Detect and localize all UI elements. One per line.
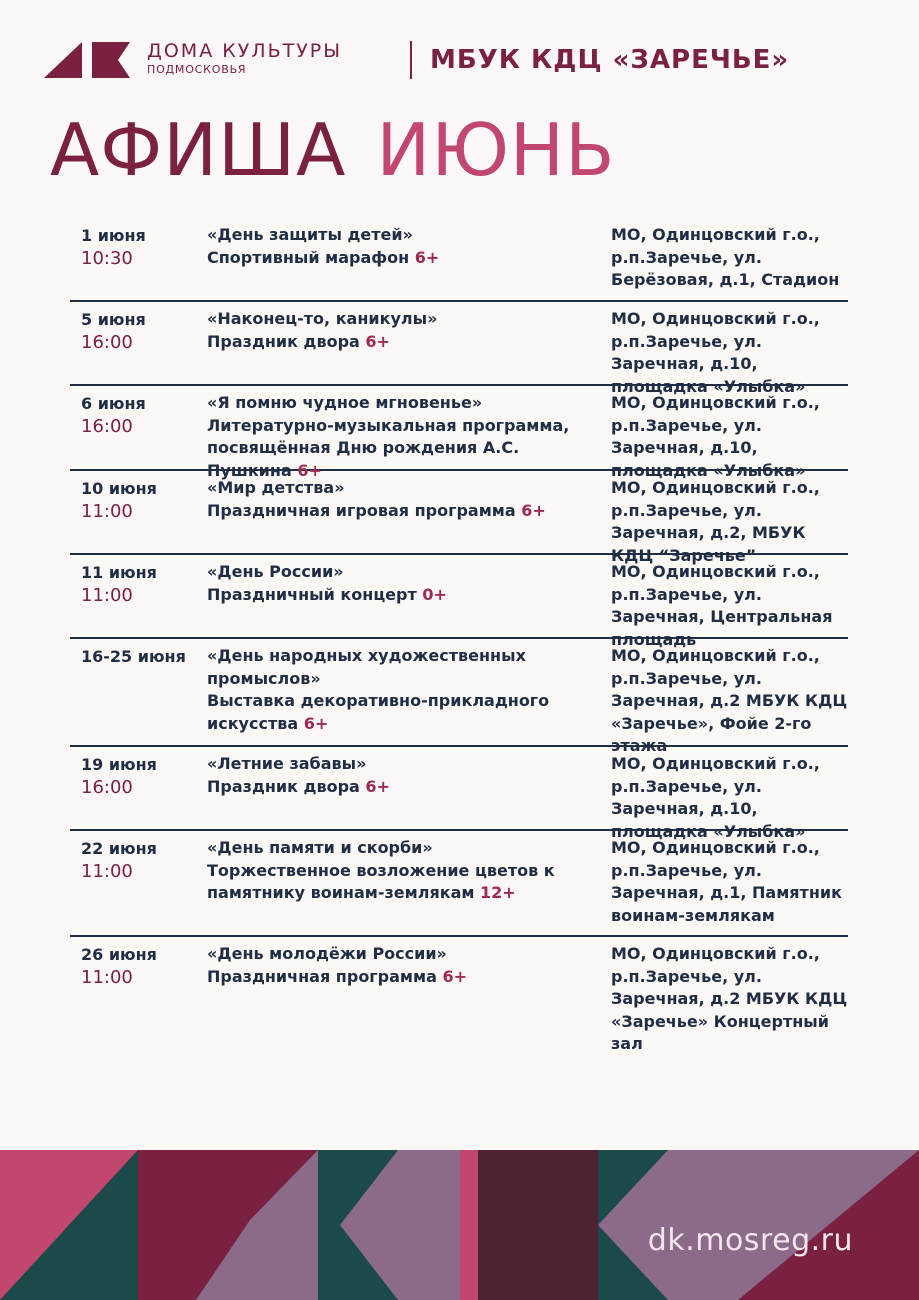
event-title: «Я помню чудное мгновенье»	[207, 393, 483, 412]
event-subtitle-text: Праздничная игровая программа	[207, 500, 516, 520]
age-rating: 6+	[365, 331, 390, 351]
event-subtitle-text: Торжественное возложение цветов к памятнику воинам-землякам	[207, 860, 555, 902]
event-row	[70, 937, 848, 1053]
event-date: 10 июня	[81, 479, 157, 498]
footer-banner	[0, 1150, 919, 1300]
event-description	[207, 224, 602, 269]
event-description	[207, 392, 602, 482]
event-subtitle	[207, 776, 602, 799]
event-subtitle-text: Литературно-музыкальная программа, посвящённая Дню рождения А.С. Пушкина	[207, 415, 570, 480]
event-place: МО, Одинцовский г.о., р.п.Заречье, ул. Заречная, Центральная площадь	[611, 562, 833, 649]
event-date-block	[81, 561, 201, 608]
website-link[interactable]: dk.mosreg.ru	[647, 1223, 853, 1258]
event-row	[70, 639, 848, 755]
event-date: 26 июня	[81, 945, 157, 964]
event-title: «День народных художественных промыслов»	[207, 646, 526, 688]
event-title: «Мир детства»	[207, 478, 345, 497]
event-subtitle	[207, 500, 602, 523]
event-date-block	[81, 477, 201, 524]
event-subtitle-text: Выставка декоративно-прикладного искусства	[207, 691, 550, 733]
event-subtitle	[207, 331, 602, 354]
age-rating: 6+	[297, 460, 322, 480]
event-row	[70, 471, 848, 565]
event-date: 6 июня	[81, 394, 146, 413]
event-row	[70, 386, 848, 480]
event-date-block	[81, 224, 201, 271]
event-subtitle	[207, 966, 602, 989]
event-place: МО, Одинцовский г.о., р.п.Заречье, ул. Заречная, д.10, площадка «Улыбка»	[611, 754, 820, 841]
event-date-block	[81, 837, 201, 884]
event-title: «День России»	[207, 562, 344, 581]
event-row	[70, 555, 848, 649]
event-date-block	[81, 392, 201, 439]
event-time: 16:00	[81, 777, 133, 798]
event-date-block	[81, 753, 201, 800]
event-subtitle-text: Праздничная программа	[207, 966, 437, 986]
event-place: МО, Одинцовский г.о., р.п.Заречье, ул. Заречная, д.2 МБУК КДЦ «Заречье» Концертный зал	[611, 944, 848, 1053]
event-date: 22 июня	[81, 839, 157, 858]
age-rating: 6+	[521, 500, 546, 520]
event-title: «День молодёжи России»	[207, 944, 447, 963]
event-subtitle-text: Праздничный концерт	[207, 584, 417, 604]
header-divider	[410, 41, 412, 79]
event-date-block	[81, 645, 201, 668]
event-date: 16-25 июня	[81, 647, 186, 666]
event-subtitle	[207, 860, 602, 905]
event-place: МО, Одинцовский г.о., р.п.Заречье, ул. Заречная, д.10, площадка «Улыбка»	[611, 393, 820, 480]
event-place: МО, Одинцовский г.о., р.п.Заречье, ул. Заречная, д.10, площадка «Улыбка»	[611, 309, 820, 396]
event-row	[70, 747, 848, 841]
age-rating: 6+	[303, 713, 329, 733]
header	[44, 38, 904, 84]
event-title: «День памяти и скорби»	[207, 838, 433, 857]
event-date: 11 июня	[81, 563, 157, 582]
event-subtitle-text: Праздник двора	[207, 776, 360, 796]
event-subtitle-text: Спортивный марафон	[207, 247, 410, 267]
event-description	[207, 561, 602, 606]
event-time: 10:30	[81, 248, 133, 269]
age-rating: 0+	[422, 584, 447, 604]
events-list	[70, 218, 848, 1053]
event-date: 5 июня	[81, 310, 146, 329]
age-rating: 6+	[365, 776, 390, 796]
page-title	[50, 108, 615, 192]
event-description	[207, 308, 602, 353]
event-date: 1 июня	[81, 226, 146, 245]
event-time: 11:00	[81, 967, 133, 988]
event-date-block	[81, 943, 201, 990]
event-place: МО, Одинцовский г.о., р.п.Заречье, ул. Заречная, д.2 МБУК КДЦ «Заречье», Фойе 2-го этажа	[611, 646, 848, 755]
event-time: 16:00	[81, 416, 133, 437]
event-description	[207, 477, 602, 522]
brand-subtitle: ПОДМОСКОВЬЯ	[147, 63, 247, 76]
logo-mark-icon	[44, 40, 132, 80]
event-date: 19 июня	[81, 755, 157, 774]
event-title: «Наконец-то, каникулы»	[207, 309, 438, 328]
event-time: 11:00	[81, 501, 133, 522]
brand-block	[147, 40, 342, 78]
event-description	[207, 943, 602, 988]
event-time: 16:00	[81, 332, 133, 353]
event-row	[70, 218, 848, 302]
event-place: МО, Одинцовский г.о., р.п.Заречье, ул. Заречная, д.1, Памятник воинам-землякам	[611, 838, 842, 925]
event-time: 11:00	[81, 861, 133, 882]
event-description	[207, 645, 602, 735]
event-place: МО, Одинцовский г.о., р.п.Заречье, ул. Заречная, д.2, МБУК КДЦ “Заречье”	[611, 478, 820, 565]
title-month: ИЮНЬ	[376, 108, 616, 192]
event-subtitle	[207, 247, 602, 270]
event-title: «Летние забавы»	[207, 754, 367, 773]
event-place: МО, Одинцовский г.о., р.п.Заречье, ул. Берёзовая, д.1, Стадион	[611, 225, 840, 289]
age-rating: 6+	[442, 966, 467, 986]
event-row	[70, 831, 848, 937]
event-row	[70, 302, 848, 396]
event-subtitle	[207, 690, 602, 735]
event-date-block	[81, 308, 201, 355]
event-description	[207, 837, 602, 905]
title-word: АФИША	[50, 108, 347, 192]
event-subtitle-text: Праздник двора	[207, 331, 360, 351]
organization-name: МБУК КДЦ «ЗАРЕЧЬЕ»	[430, 45, 790, 75]
age-rating: 6+	[414, 247, 440, 267]
brand-name: ДОМА КУЛЬТУРЫ	[147, 40, 343, 62]
event-title: «День защиты детей»	[207, 225, 413, 244]
event-time: 11:00	[81, 585, 133, 606]
age-rating: 12+	[480, 883, 516, 902]
event-description	[207, 753, 602, 798]
event-subtitle	[207, 584, 602, 607]
